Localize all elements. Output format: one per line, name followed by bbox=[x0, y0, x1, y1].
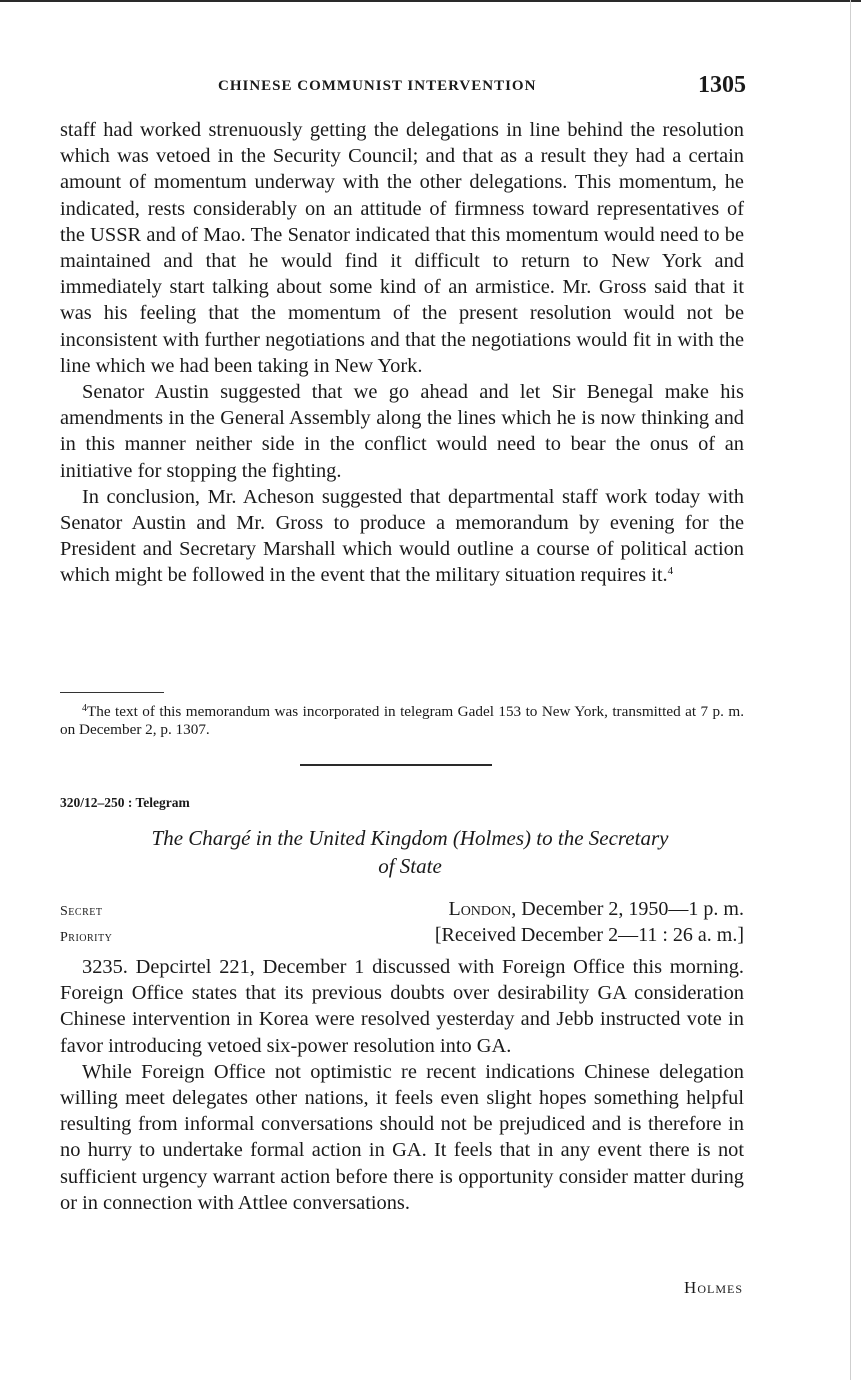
dateline-place: London bbox=[448, 898, 512, 920]
precedence-label: Priority bbox=[60, 930, 113, 945]
document-title-line: of State bbox=[378, 854, 442, 878]
memo-paragraph: staff had worked strenuously getting the delegations in line behind the resolution which was vetoed in the Security Council; and that as a result they had a certain amount of momentum underway with the other delegations. This momentum, he indicated, rests considerably on an attitude of firmness toward representatives of the USSR and of Mao. The Senator indicated that this momentum would need to be maintained and that he would find it difficult to return to New York and immediately start talking about some kind of an armistice. Mr. Gross said that it was his feeling that the momentum of the present resolution would not be inconsistent with further negotiations and that the negotiations would fit in with the line which we had been taking in New York. bbox=[60, 119, 744, 377]
document-title bbox=[60, 824, 760, 880]
telegram-paragraph: While Foreign Office not optimistic re recent indications Chinese delegation willing meet delegates other nations, it feels even slight hopes something helpful resulting from informal conversations should not be prejudiced and is therefore in no hurry to undertake formal action in GA. It feels that in any event there is not sufficient urgency warrant action before there is opportunity consider matter during or in connection with Attlee conversations. bbox=[60, 1060, 744, 1214]
memo-body bbox=[60, 117, 744, 589]
telegram-meta-row bbox=[60, 898, 744, 924]
dateline-date: , December 2, 1950—1 p. m. bbox=[511, 898, 744, 920]
section-separator bbox=[300, 764, 492, 766]
running-head: CHINESE COMMUNIST INTERVENTION bbox=[218, 78, 537, 94]
telegram-paragraph: 3235. Depcirtel 221, December 1 discussed with Foreign Office this morning. Foreign Office states that its previous doubts over desirability GA consideration Chinese intervention in Korea were resolved yesterday and Jebb instructed vote in favor introducing vetoed six-power resolution into GA. bbox=[60, 956, 744, 1057]
page-right-edge bbox=[850, 0, 851, 1380]
telegram-body bbox=[60, 954, 744, 1216]
memo-paragraph-text: In conclusion, Mr. Acheson suggested that departmental staff work today with Senator Austin and Mr. Gross to produce a memorandum by evening for the President and Secretary Marshall which would outline a course of political action which might be followed in the event that the military situation requires it. bbox=[60, 485, 744, 587]
footnote-marker: 4 bbox=[82, 703, 87, 714]
signature: Holmes bbox=[684, 1278, 743, 1297]
page-number: 1305 bbox=[698, 72, 746, 98]
telegram-meta-row bbox=[60, 924, 744, 950]
footnote-text: The text of this memorandum was incorporated in telegram Gadel 153 to New York, transmitted at 7 p. m. on December 2, p. 1307. bbox=[60, 703, 744, 738]
memo-paragraph: Senator Austin suggested that we go ahead and let Sir Benegal make his amendments in the General Assembly along the lines which he is now thinking and in this manner neither side in the conflict would need to bear the onus of an initiative for stopping the fighting. bbox=[60, 381, 744, 482]
footnote-reference[interactable]: 4 bbox=[667, 565, 674, 578]
dateline bbox=[448, 898, 744, 921]
file-code: 320/12–250 : Telegram bbox=[60, 795, 190, 810]
memo-paragraph-last bbox=[60, 484, 744, 589]
page-header bbox=[60, 72, 746, 104]
received-time: [Received December 2—11 : 26 a. m.] bbox=[434, 924, 744, 946]
classification-label: Secret bbox=[60, 904, 103, 919]
footnote-divider bbox=[60, 692, 164, 693]
footnote bbox=[60, 703, 744, 739]
document-title-line: The Chargé in the United Kingdom (Holmes) to the Secretary bbox=[151, 826, 669, 850]
page-top-border bbox=[0, 0, 861, 2]
